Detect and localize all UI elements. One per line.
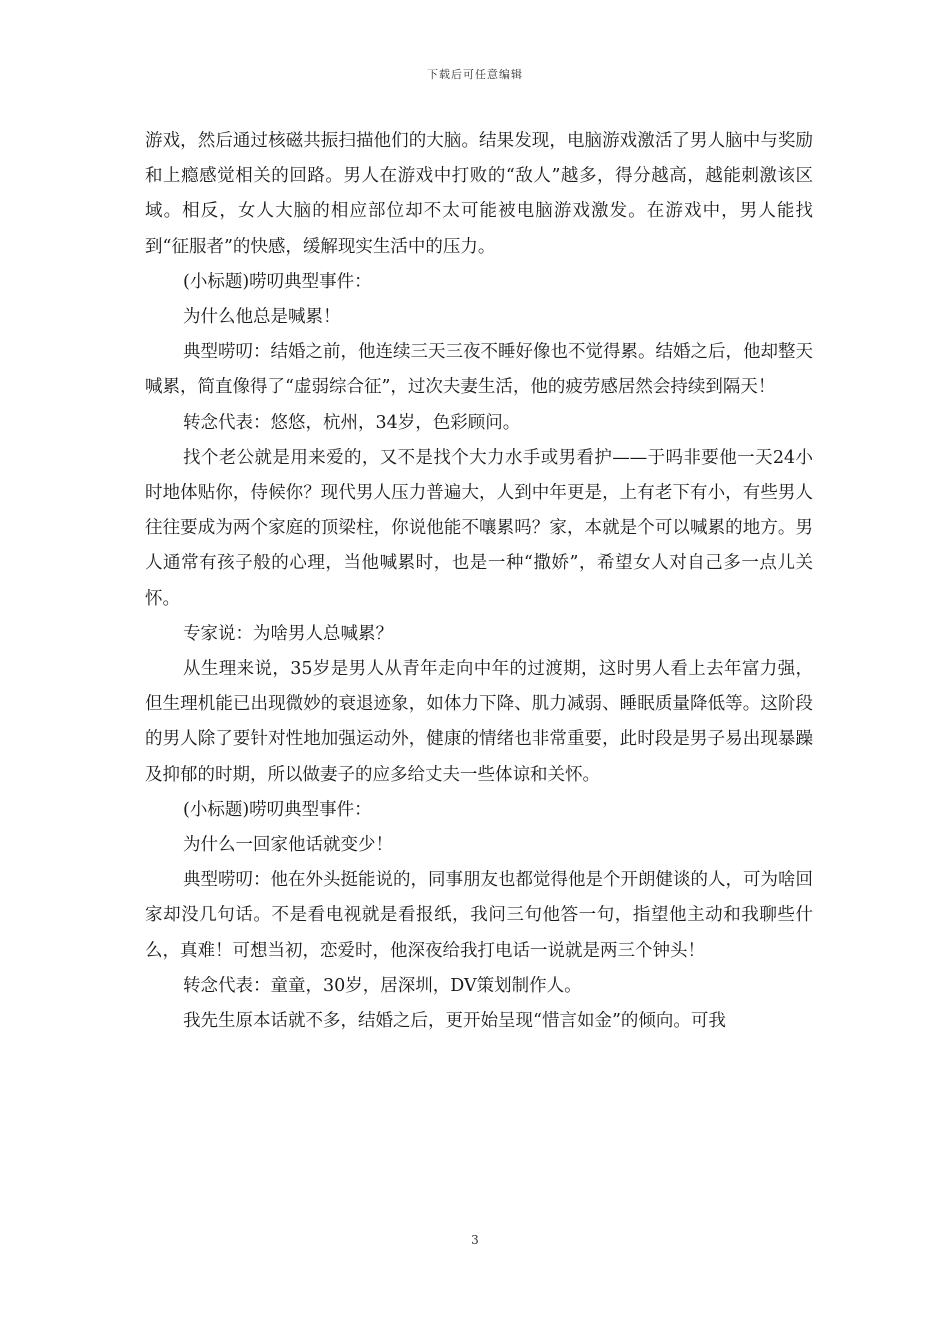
- paragraph: 游戏，然后通过核磁共振扫描他们的大脑。结果发现，电脑游戏激活了男人脑中与奖励和上瘾感觉相关的回路。男人在游戏中打败的“敌人”越多，得分越高，越能刺激该区域。相反，女人大脑的相应部位却不太可能被电脑游戏激发。在游戏中，男人能找到“征服者”的快感，缓解现实生活中的压力。: [145, 131, 813, 257]
- section-title: 专家说：为啥男人总喊累？: [183, 623, 393, 644]
- document-body: [145, 124, 813, 1039]
- subheading: (小标题)唠叨典型事件：: [183, 271, 372, 292]
- section-title: 为什么一回家他话就变少！: [183, 835, 393, 856]
- paragraph: 从生理来说，35岁是男人从青年走向中年的过渡期，这时男人看上去年富力强，但生理机能已出现微妙的衰退迹象，如体力下降、肌力减弱、睡眠质量降低等。这阶段的男人除了要针对性地加强运动外，健康的情绪也非常重要，此时段是男子易出现暴躁及抑郁的时期，所以做妻子的应多给丈夫一些体谅和关怀。: [145, 659, 813, 785]
- page-header: 下载后可任意编辑: [427, 68, 523, 81]
- paragraph: 典型唠叨：他在外头挺能说的，同事朋友也都觉得他是个开朗健谈的人，可为啥回家却没几句话。不是看电视就是看报纸，我问三句他答一句，指望他主动和我聊些什么，真难！可想当初，恋爱时，他深夜给我打电话一说就是两三个钟头！: [145, 870, 813, 961]
- paragraph: 我先生原本话就不多，结婚之后，更开始呈现“惜言如金”的倾向。可我: [183, 1011, 726, 1032]
- paragraph: 转念代表：童童，30岁，居深圳，DV策划制作人。: [183, 975, 582, 996]
- subheading: (小标题)唠叨典型事件：: [183, 799, 372, 820]
- page-number: 3: [471, 1233, 479, 1247]
- paragraph: 找个老公就是用来爱的，又不是找个大力水手或男看护——于吗非要他一天24小时地体贴你，侍候你？现代男人压力普遍大，人到中年更是，上有老下有小，有些男人往往要成为两个家庭的顶梁柱，你说他能不嚷累吗？家，本就是个可以喊累的地方。男人通常有孩子般的心理，当他喊累时，也是一种“撒娇”，希望女人对自己多一点儿关怀。: [145, 447, 813, 609]
- paragraph: 典型唠叨：结婚之前，他连续三天三夜不睡好像也不觉得累。结婚之后，他却整天喊累，简直像得了“虚弱综合征”，过次夫妻生活，他的疲劳感居然会持续到隔天！: [145, 342, 813, 398]
- paragraph: 转念代表：悠悠，杭州，34岁，色彩顾问。: [183, 412, 521, 433]
- section-title: 为什么他总是喊累！: [183, 307, 341, 328]
